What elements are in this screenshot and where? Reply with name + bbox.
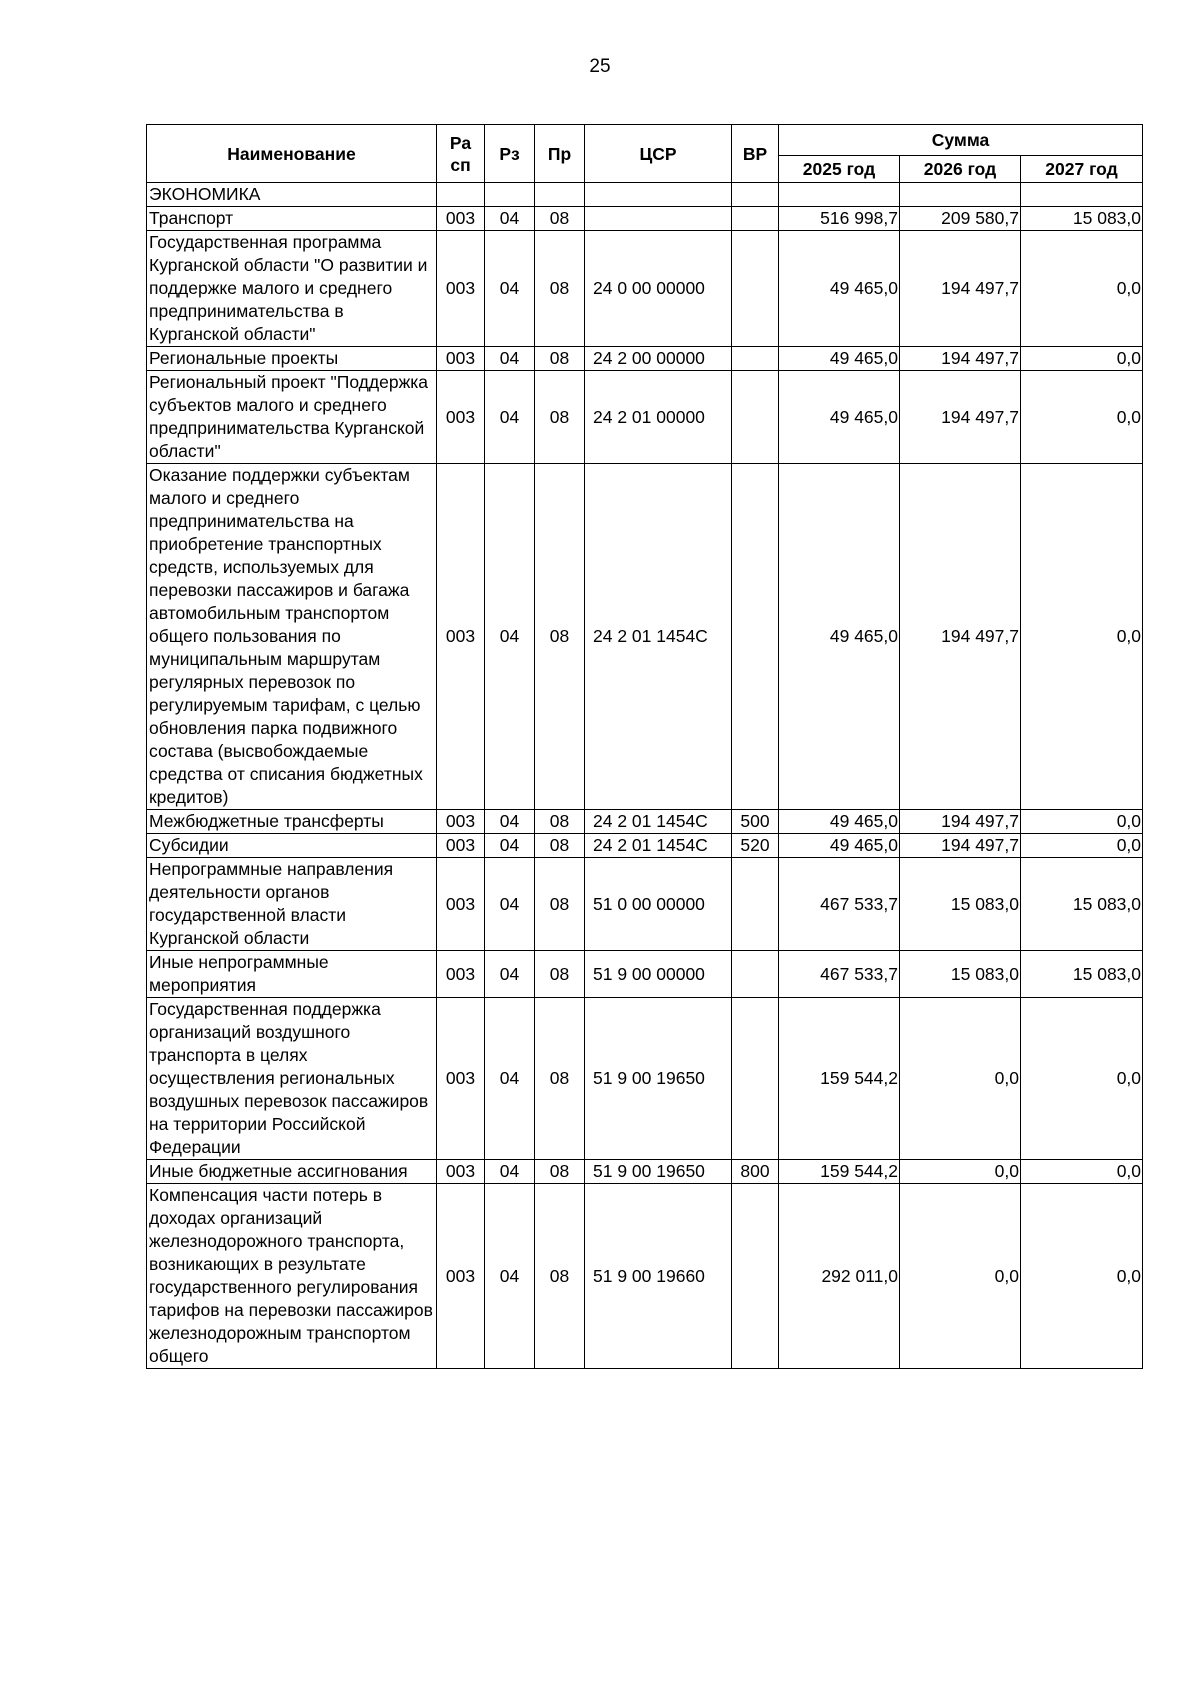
page-number: 25	[589, 56, 611, 77]
cell-pr: 08	[535, 371, 585, 464]
cell-vr	[732, 1184, 779, 1369]
cell-pr: 08	[535, 231, 585, 347]
cell-2025: 467 533,7	[779, 951, 900, 998]
cell-name: Транспорт	[147, 207, 437, 231]
cell-vr	[732, 951, 779, 998]
cell-vr	[732, 998, 779, 1160]
cell-rz: 04	[485, 858, 535, 951]
cell-name: Непрограммные направления деятельности органов государственной власти Курганской области	[147, 858, 437, 951]
cell-vr: 520	[732, 834, 779, 858]
cell-name: Иные непрограммные мероприятия	[147, 951, 437, 998]
header-year-2025: 2025 год	[779, 156, 900, 183]
cell-2027: 0,0	[1021, 1184, 1143, 1369]
cell-2026: 194 497,7	[900, 347, 1021, 371]
cell-2026	[900, 183, 1021, 207]
cell-vr	[732, 183, 779, 207]
table-row	[147, 1184, 1143, 1369]
header-rasp	[437, 125, 485, 183]
cell-csr: 51 9 00 19650	[585, 998, 732, 1160]
cell-rasp: 003	[437, 347, 485, 371]
cell-name: Иные бюджетные ассигнования	[147, 1160, 437, 1184]
cell-pr: 08	[535, 858, 585, 951]
cell-rasp: 003	[437, 1184, 485, 1369]
table-row	[147, 858, 1143, 951]
cell-2026: 15 083,0	[900, 951, 1021, 998]
header-name: Наименование	[147, 125, 437, 183]
cell-2026: 0,0	[900, 998, 1021, 1160]
table-row	[147, 371, 1143, 464]
cell-rasp: 003	[437, 834, 485, 858]
table-row	[147, 347, 1143, 371]
table-row	[147, 464, 1143, 810]
cell-rasp: 003	[437, 1160, 485, 1184]
header-rz: Рз	[485, 125, 535, 183]
header-year-2026: 2026 год	[900, 156, 1021, 183]
cell-rz: 04	[485, 951, 535, 998]
cell-vr	[732, 207, 779, 231]
cell-2026: 194 497,7	[900, 371, 1021, 464]
cell-vr: 800	[732, 1160, 779, 1184]
header-csr: ЦСР	[585, 125, 732, 183]
cell-pr: 08	[535, 1184, 585, 1369]
cell-rasp: 003	[437, 951, 485, 998]
cell-2025: 49 465,0	[779, 371, 900, 464]
cell-rasp: 003	[437, 371, 485, 464]
cell-2026: 0,0	[900, 1184, 1021, 1369]
cell-2027: 15 083,0	[1021, 951, 1143, 998]
table-row	[147, 998, 1143, 1160]
cell-2026: 194 497,7	[900, 464, 1021, 810]
header-sum: Сумма	[779, 125, 1143, 156]
cell-rz	[485, 183, 535, 207]
cell-name: Региональные проекты	[147, 347, 437, 371]
cell-rz: 04	[485, 998, 535, 1160]
cell-rz: 04	[485, 1160, 535, 1184]
cell-pr	[535, 183, 585, 207]
cell-2025: 49 465,0	[779, 464, 900, 810]
cell-name: Региональный проект "Поддержка субъектов малого и среднего предпринимательства Курганской области"	[147, 371, 437, 464]
table-row	[147, 207, 1143, 231]
header-vr: ВР	[732, 125, 779, 183]
cell-rz: 04	[485, 834, 535, 858]
cell-csr: 24 2 00 00000	[585, 347, 732, 371]
cell-pr: 08	[535, 951, 585, 998]
cell-2027: 0,0	[1021, 231, 1143, 347]
cell-2025: 516 998,7	[779, 207, 900, 231]
cell-name: Межбюджетные трансферты	[147, 810, 437, 834]
cell-csr: 51 0 00 00000	[585, 858, 732, 951]
cell-2025: 292 011,0	[779, 1184, 900, 1369]
cell-rz: 04	[485, 810, 535, 834]
cell-pr: 08	[535, 207, 585, 231]
cell-2025: 159 544,2	[779, 1160, 900, 1184]
header-pr: Пр	[535, 125, 585, 183]
cell-vr	[732, 347, 779, 371]
cell-pr: 08	[535, 834, 585, 858]
cell-2027: 0,0	[1021, 998, 1143, 1160]
cell-2025	[779, 183, 900, 207]
cell-name: ЭКОНОМИКА	[147, 183, 437, 207]
cell-rasp: 003	[437, 858, 485, 951]
cell-2027: 0,0	[1021, 1160, 1143, 1184]
table-header	[147, 125, 1143, 183]
cell-2026: 194 497,7	[900, 231, 1021, 347]
cell-2027: 15 083,0	[1021, 858, 1143, 951]
cell-vr	[732, 231, 779, 347]
table-row	[147, 183, 1143, 207]
cell-rasp: 003	[437, 998, 485, 1160]
table-row	[147, 810, 1143, 834]
cell-rasp: 003	[437, 231, 485, 347]
cell-rz: 04	[485, 371, 535, 464]
cell-pr: 08	[535, 1160, 585, 1184]
table-row	[147, 231, 1143, 347]
cell-csr: 24 2 01 1454C	[585, 834, 732, 858]
cell-name: Оказание поддержки субъектам малого и среднего предпринимательства на приобретение транспортных средств, используемых для перевозки пассажиров и багажа автомобильным транспортом общего пользования по муниципальным маршрутам регулярных перевозок по регулируемым тарифам, с целью обновления парка подвижного состава (высвобождаемые средства от списания бюджетных кредитов)	[147, 464, 437, 810]
cell-vr	[732, 371, 779, 464]
cell-rasp: 003	[437, 464, 485, 810]
cell-pr: 08	[535, 347, 585, 371]
cell-csr: 24 2 01 00000	[585, 371, 732, 464]
cell-2025: 467 533,7	[779, 858, 900, 951]
cell-rz: 04	[485, 207, 535, 231]
cell-vr	[732, 464, 779, 810]
cell-pr: 08	[535, 998, 585, 1160]
table-row	[147, 1160, 1143, 1184]
cell-csr: 51 9 00 19650	[585, 1160, 732, 1184]
cell-name: Субсидии	[147, 834, 437, 858]
cell-rz: 04	[485, 464, 535, 810]
cell-2025: 49 465,0	[779, 810, 900, 834]
cell-csr: 51 9 00 19660	[585, 1184, 732, 1369]
cell-2027: 15 083,0	[1021, 207, 1143, 231]
cell-csr	[585, 183, 732, 207]
table-body	[147, 183, 1143, 1369]
header-year-2027: 2027 год	[1021, 156, 1143, 183]
cell-rz: 04	[485, 1184, 535, 1369]
cell-name: Государственная поддержка организаций воздушного транспорта в целях осуществления региональных воздушных перевозок пассажиров на территории Российской Федерации	[147, 998, 437, 1160]
cell-2025: 49 465,0	[779, 231, 900, 347]
header-rasp-line2: сп	[450, 154, 471, 175]
cell-rasp: 003	[437, 810, 485, 834]
cell-vr	[732, 858, 779, 951]
cell-csr	[585, 207, 732, 231]
table-row	[147, 951, 1143, 998]
cell-rasp	[437, 183, 485, 207]
cell-2026: 15 083,0	[900, 858, 1021, 951]
cell-2026: 209 580,7	[900, 207, 1021, 231]
cell-2026: 194 497,7	[900, 834, 1021, 858]
cell-2026: 194 497,7	[900, 810, 1021, 834]
cell-2025: 159 544,2	[779, 998, 900, 1160]
cell-csr: 24 2 01 1454C	[585, 810, 732, 834]
cell-name: Компенсация части потерь в доходах организаций железнодорожного транспорта, возникающих в результате государственного регулирования тарифов на перевозки пассажиров железнодорожным транспортом общего	[147, 1184, 437, 1369]
cell-rz: 04	[485, 347, 535, 371]
budget-table	[146, 124, 1143, 1369]
cell-2025: 49 465,0	[779, 834, 900, 858]
cell-2027: 0,0	[1021, 810, 1143, 834]
cell-2027: 0,0	[1021, 464, 1143, 810]
cell-csr: 24 0 00 00000	[585, 231, 732, 347]
cell-2025: 49 465,0	[779, 347, 900, 371]
cell-csr: 24 2 01 1454C	[585, 464, 732, 810]
cell-2027: 0,0	[1021, 371, 1143, 464]
cell-rasp: 003	[437, 207, 485, 231]
cell-rz: 04	[485, 231, 535, 347]
cell-pr: 08	[535, 810, 585, 834]
cell-pr: 08	[535, 464, 585, 810]
header-rasp-line1: Ра	[449, 132, 472, 153]
cell-2027: 0,0	[1021, 834, 1143, 858]
cell-name: Государственная программа Курганской области "О развитии и поддержке малого и среднего предпринимательства в Курганской области"	[147, 231, 437, 347]
cell-vr: 500	[732, 810, 779, 834]
cell-2026: 0,0	[900, 1160, 1021, 1184]
cell-2027	[1021, 183, 1143, 207]
cell-2027: 0,0	[1021, 347, 1143, 371]
table-row	[147, 834, 1143, 858]
cell-csr: 51 9 00 00000	[585, 951, 732, 998]
